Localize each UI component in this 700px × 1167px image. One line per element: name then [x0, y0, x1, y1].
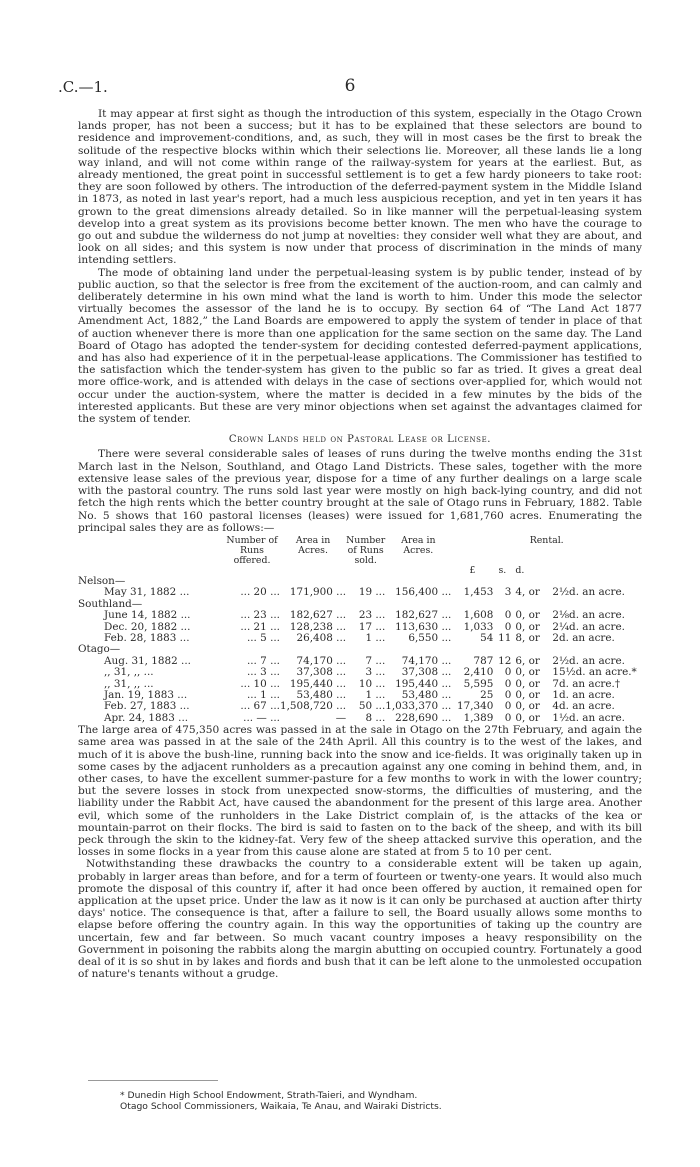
cell-area: 53,480 ... — [296, 688, 347, 701]
cell-rate: 2d. an acre. — [552, 631, 615, 644]
cell-area-sold: 195,440 ... — [395, 677, 452, 690]
cell-runs-offered: ... — ... — [243, 711, 280, 724]
table-body — [78, 576, 642, 724]
cell-rate: 4d. an acre. — [552, 700, 615, 713]
cell-rate: 7d. an acre.† — [552, 677, 621, 690]
cell-area-sold: 37,308 ... — [401, 666, 452, 679]
cell-runs-offered: ... 7 ... — [246, 654, 280, 667]
cell-runs-offered: ... 5 ... — [246, 631, 280, 644]
cell-date: May 31, 1882 ... — [104, 586, 190, 599]
cell-pounds: 2,410 — [463, 666, 494, 679]
header-pounds: £ — [469, 564, 476, 576]
cell-pounds: 17,340 — [457, 700, 494, 713]
cell-runs-offered: ... 20 ... — [240, 586, 280, 599]
cell-pounds: 25 — [480, 688, 494, 701]
cell-pence: 0, or — [515, 688, 540, 701]
cell-shillings: 0 — [504, 609, 512, 622]
paragraph-pastoral-sales: There were several considerable sales of leases of runs during the twelve months ending the 31st March last in the Nelson, Southland, and Otago Land Districts. These sales, together with the more extensive lease sales of the previous year, dispose for a time of any further dealings on a large scale with the pastoral country. The runs sold last year were mostly on high back-lying country, and did not fetch the high rents which the better country brought at the sale of Otago runs in February, 1882. Table No. 5 shows that 160 pastoral licenses (leases) were issued for 1,681,760 acres. Enumerating the principal sales they are as follows:— — [78, 448, 642, 534]
cell-area-sold: 53,480 ... — [401, 688, 452, 701]
document-body — [78, 108, 642, 980]
table-row — [78, 610, 642, 621]
document-reference: .C.—1. — [58, 78, 108, 96]
cell-runs-sold: 8 ... — [365, 711, 386, 724]
cell-area-sold: 228,690 ... — [395, 711, 452, 724]
paragraph-tender-mode: The mode of obtaining land under the perpetual-leasing system is by public tender, instead of by public auction, so that the selector is free from the excitement of the auction-room, and can calmly and deliberately determine in his own mind what the land is worth to him. Under this mode the selector virtually becomes the assessor of the land he is to occupy. By section 64 of “The Land Act 1877 Amendment Act, 1882,” the Land Boards are empowered to apply the system of tender in place of that of auction whenever there is more than one application for the same section on the same day. The Land Board of Otago has adopted the tender-system for deciding contested deferred-payment applications, and has also had experience of it in the perpetual-lease applications. The Commissioner has testified to the satisfaction which the tender-system has given to the public so far as tried. It gives a great deal more office-work, and is attended with delays in the case of sections over-applied for, which would not occur under the auction-system, where the matter is decided in a few minutes by the bids of the interested applicants. But these are very minor objections when set against the advantages claimed for the system of tender. — [78, 266, 642, 426]
cell-area: 128,238 ... — [289, 620, 347, 633]
cell-date: ,, 31, ,, ... — [104, 677, 154, 690]
table-row — [78, 633, 642, 644]
header-pence: d. — [515, 564, 525, 576]
cell-rate: 2⅛d. an acre. — [552, 609, 625, 622]
cell-runs-sold: 7 ... — [365, 654, 386, 667]
cell-runs-offered: ... 1 ... — [246, 688, 280, 701]
table-row — [78, 587, 642, 598]
paragraph-introduction-system: It may appear at first sight as though the introduction of this system, especially in the Otago Crown lands proper, has not been a success; but it has to be explained that these selectors are bound to residence and improvement-conditions, and, as such, they will in most cases be the first to break the solitude of the respective blocks within which their selections lie. Moreover, all these lands lie a long way inland, and will not come within range of the railway-system for years at the earliest. But, as already mentioned, the great point in successful settlement is to get a few hardy pioneers to take root: they are soon followed by others. The introduction of the deferred-payment system in the Middle Island in 1873, as noted in last year's report, had a much less auspicious reception, and yet in ten years it has grown to the great dimensions already detailed. So in like manner will the perpetual-leasing system develop into a great system as its provisions become better known. The men who have the courage to go out and subdue the wilderness do not jump at novelties: they consider well what they are about, and look on all sides; and this system is now under that process of discrimination in the minds of many intending settlers. — [78, 108, 642, 267]
cell-pence: 0, or — [515, 620, 540, 633]
paragraph-drawbacks: Notwithstanding these drawbacks the country to a considerable extent will be taken up again, probably in larger areas than before, and for a term of fourteen or twenty-one years. It would also much promote the disposal of this country if, after it had once been offered by auction, it remained open for application at the upset price. Under the law as it now is it can only be purchased at auction after thirty days' notice. The consequence is that, after a failure to sell, the Board usually allows some months to elapse before offering the country again. In this way the opportunities of taking up the country are uncertain, few and far between. So much vacant country imposes a heavy responsibility on the Government in poisoning the rabbits along the margin abutting on occupied country. Fortunately a good deal of it is so shut in by lakes and fiords and bush that it can be left alone to the unmolested occupation of nature's tenants without a grudge. — [78, 858, 642, 981]
cell-rate: 1d. an acre. — [552, 688, 615, 701]
cell-pence: 0, or — [515, 666, 540, 679]
cell-shillings: 11 — [498, 631, 512, 644]
cell-pounds: 1,453 — [463, 586, 494, 599]
cell-date: Jan. 19, 1883 ... — [104, 688, 188, 701]
cell-area: — — [335, 711, 347, 724]
pastoral-sales-table — [78, 536, 642, 724]
cell-pence: 0, or — [515, 711, 540, 724]
cell-shillings: 3 — [504, 586, 512, 599]
cell-runs-offered: ... 21 ... — [240, 620, 280, 633]
cell-pence: 6, or — [515, 654, 540, 667]
header-rental: Rental. — [529, 534, 564, 546]
cell-runs-sold: 23 ... — [358, 609, 386, 622]
footnote-rule — [88, 1080, 218, 1081]
cell-area: 171,900 ... — [289, 586, 347, 599]
section-heading-text: Crown Lands held on Pastoral Lease or License. — [228, 434, 492, 446]
cell-runs-offered: ... 3 ... — [246, 666, 280, 679]
footnotes — [120, 1090, 660, 1112]
cell-rate: 15½d. an acre.* — [552, 666, 637, 679]
cell-rate: 2½d. an acre. — [552, 586, 625, 599]
cell-runs-sold: 10 ... — [358, 677, 386, 690]
cell-pounds: 787 — [473, 654, 494, 667]
cell-date: ,, 31, ,, ... — [104, 666, 154, 679]
cell-rate: 2½d. an acre. — [552, 654, 625, 667]
paragraph-passed-in: The large area of 475,350 acres was passed in at the sale in Otago on the 27th February, and again the same area was passed in at the sale of the 24th April. All this country is to the west of the lakes, and much of it is above the bush-line, running back into the snow and ice-fields. It was originally taken up in some cases by the adjacent runholders as a precaution against any one coming in behind them, and, in other cases, to have the excellent summer-pasture for a few months to work in with the lower country; but the severe losses in stock from unexpected snow-storms, the difficulties of mustering, and the liability under the Rabbit Act, have caused the abandonment for the present of this large area. Another evil, which some of the runholders in the Lake District complain of, is the attacks of the kea or mountain-parrot on their flocks. The bird is said to fasten on to the back of the sheep, and with its bill peck through the skin to the kidney-fat. Very few of the sheep attacked survive this operation, and the losses in some flocks in a year from this cause alone are stated at from 5 to 10 per cent. — [78, 724, 642, 859]
cell-pounds: 1,033 — [463, 620, 494, 633]
cell-shillings: 0 — [504, 666, 512, 679]
header-runs-sold: Number of Runs sold. — [346, 534, 386, 566]
cell-area: 182,627 ... — [289, 609, 347, 622]
cell-rate: 2¼d. an acre. — [552, 620, 625, 633]
cell-pence: 0, or — [515, 700, 540, 713]
header-area-sold: Area in Acres. — [401, 534, 436, 556]
page-number: 6 — [344, 76, 356, 96]
table-header-row — [78, 536, 642, 566]
cell-runs-sold: 19 ... — [358, 586, 386, 599]
cell-date: Feb. 28, 1883 ... — [104, 631, 190, 644]
cell-area: 1,508,720 ... — [280, 700, 347, 713]
cell-area: 37,308 ... — [296, 666, 347, 679]
cell-runs-sold: 1 ... — [365, 631, 386, 644]
footnote: Otago School Commissioners, Waikaia, Te Anau, and Wairaki Districts. — [120, 1101, 442, 1112]
section-heading — [78, 434, 642, 446]
cell-pence: 8, or — [515, 631, 540, 644]
cell-runs-sold: 17 ... — [358, 620, 386, 633]
footnote: * Dunedin High School Endowment, Strath-Taieri, and Wyndham. — [120, 1090, 418, 1101]
cell-area-sold: 182,627 ... — [395, 609, 452, 622]
cell-date: Apr. 24, 1883 ... — [104, 711, 189, 724]
cell-runs-offered: ... 23 ... — [240, 609, 280, 622]
table-row — [78, 667, 642, 678]
cell-pence: 0, or — [515, 677, 540, 690]
cell-shillings: 0 — [504, 688, 512, 701]
cell-area-sold: 74,170 ... — [401, 654, 452, 667]
table-currency-row — [78, 566, 642, 576]
group-district-name: Otago— — [78, 643, 121, 656]
cell-rate: 1½d. an acre. — [552, 711, 625, 724]
cell-pounds: 1,389 — [463, 711, 494, 724]
cell-shillings: 0 — [504, 620, 512, 633]
cell-pounds: 1,608 — [463, 609, 494, 622]
cell-date: Aug. 31, 1882 ... — [104, 654, 191, 667]
cell-shillings: 0 — [504, 677, 512, 690]
cell-runs-sold: 3 ... — [365, 666, 386, 679]
cell-runs-sold: 50 ... — [358, 700, 386, 713]
table-row — [78, 713, 642, 724]
cell-shillings: 12 — [498, 654, 512, 667]
cell-date: June 14, 1882 ... — [104, 609, 191, 622]
cell-runs-offered: ... 10 ... — [240, 677, 280, 690]
header-runs-offered: Number of Runs offered. — [226, 534, 278, 566]
header-area: Area in Acres. — [295, 534, 331, 556]
cell-area: 74,170 ... — [296, 654, 347, 667]
after-table-text — [78, 724, 642, 980]
cell-date: Feb. 27, 1883 ... — [104, 700, 190, 713]
cell-shillings: 0 — [504, 700, 512, 713]
header-shillings: s. — [498, 564, 507, 576]
cell-pence: 4, or — [515, 586, 540, 599]
cell-pounds: 54 — [480, 631, 494, 644]
cell-area: 195,440 ... — [289, 677, 347, 690]
cell-area-sold: 113,630 ... — [395, 620, 452, 633]
cell-area-sold: 156,400 ... — [395, 586, 452, 599]
cell-pence: 0, or — [515, 609, 540, 622]
cell-area-sold: 6,550 ... — [408, 631, 452, 644]
cell-pounds: 5,595 — [463, 677, 494, 690]
cell-area-sold: 1,033,370 ... — [385, 700, 452, 713]
cell-runs-sold: 1 ... — [365, 688, 386, 701]
cell-area: 26,408 ... — [296, 631, 347, 644]
cell-runs-offered: ... 67 ... — [240, 700, 280, 713]
cell-date: Dec. 20, 1882 ... — [104, 620, 191, 633]
cell-shillings: 0 — [504, 711, 512, 724]
group-district-name: Southland— — [78, 597, 143, 610]
group-district-name: Nelson— — [78, 574, 126, 587]
